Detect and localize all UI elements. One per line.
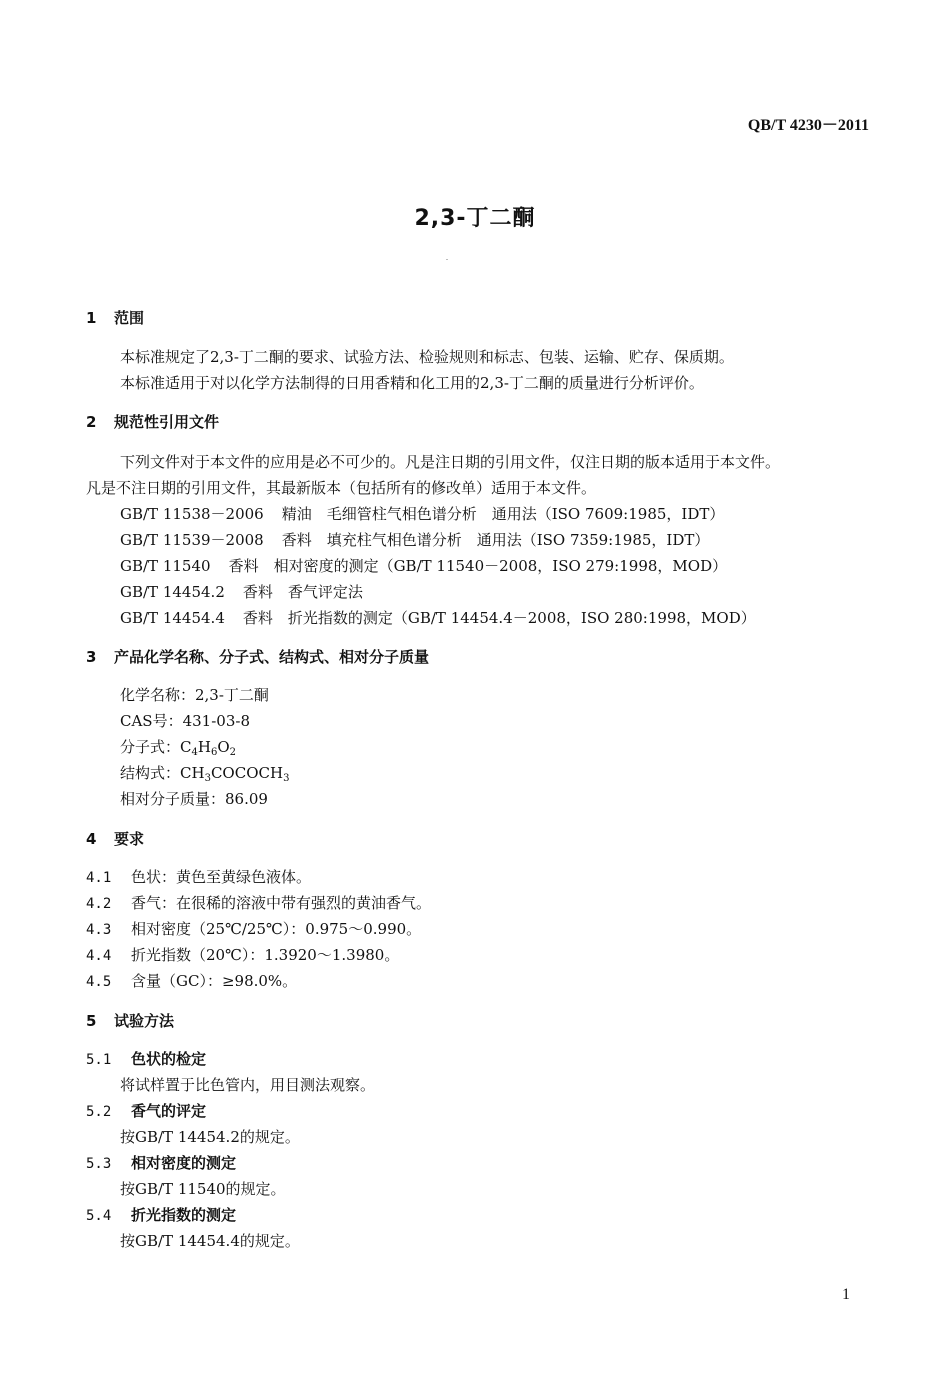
subsection-body: 按GB/T 14454.2的规定。 xyxy=(120,1128,300,1146)
requirement-item: 4.5 含量（GC）：≥98.0%。 xyxy=(86,972,298,990)
molecular-mass: 相对分子质量：86.09 xyxy=(120,790,268,808)
section-1-line-2: 本标准适用于对以化学方法制得的日用香精和化工用的2,3-丁二酮的质量进行分析评价。 xyxy=(120,374,704,392)
subsection-body: 按GB/T 11540的规定。 xyxy=(120,1180,286,1198)
subsection-heading: 5.2 香气的评定 xyxy=(86,1102,207,1120)
reference-item: GB/T 14454.4 香料 折光指数的测定（GB/T 14454.4－2008，ISO 280:1998，MOD） xyxy=(120,609,756,627)
subsection-body: 按GB/T 14454.4的规定。 xyxy=(120,1232,300,1250)
requirement-item: 4.4 折光指数（20℃）：1.3920～1.3980。 xyxy=(86,946,400,964)
page-number: 1 xyxy=(842,1286,850,1303)
scan-speck xyxy=(446,259,448,260)
chemical-name: 化学名称：2,3-丁二酮 xyxy=(120,686,269,704)
reference-item: GB/T 11540 香料 相对密度的测定（GB/T 11540－2008，ISO 279:1998，MOD） xyxy=(120,557,728,575)
section-1-line-1: 本标准规定了2,3-丁二酮的要求、试验方法、检验规则和标志、包装、运输、贮存、保质期。 xyxy=(120,348,734,366)
subsection-heading: 5.4 折光指数的测定 xyxy=(86,1206,237,1224)
page-title: 2,3-丁二酮 xyxy=(414,206,536,231)
structural-formula: 结构式：$CH_3COCOCH_3$ xyxy=(120,764,290,784)
reference-item: GB/T 14454.2 香料 香气评定法 xyxy=(120,583,363,601)
reference-item: GB/T 11539－2008 香料 填充柱气相色谱分析 通用法（ISO 7359:1985，IDT） xyxy=(120,531,710,549)
requirement-item: 4.1 色状：黄色至黄绿色液体。 xyxy=(86,868,312,886)
subsection-heading: 5.1 色状的检定 xyxy=(86,1050,207,1068)
section-1-heading: 1 范围 xyxy=(86,309,145,327)
section-2-intro-line-2: 凡是不注日期的引用文件，其最新版本（包括所有的修改单）适用于本文件。 xyxy=(86,479,597,497)
section-3-heading: 3 产品化学名称、分子式、结构式、相对分子质量 xyxy=(86,648,430,666)
requirement-item: 4.2 香气：在很稀的溶液中带有强烈的黄油香气。 xyxy=(86,894,432,912)
cas-number: CAS号：431-03-8 xyxy=(120,712,250,730)
section-2-intro-line-1: 下列文件对于本文件的应用是必不可少的。凡是注日期的引用文件，仅注日期的版本适用于本文件。 xyxy=(120,453,781,471)
molecular-formula: 分子式：$C_4H_6O_2$ xyxy=(120,738,237,758)
subsection-body: 将试样置于比色管内，用目测法观察。 xyxy=(120,1076,376,1094)
reference-item: GB/T 11538－2006 精油 毛细管柱气相色谱分析 通用法（ISO 7609:1985，IDT） xyxy=(120,505,725,523)
subsection-heading: 5.3 相对密度的测定 xyxy=(86,1154,237,1172)
requirement-item: 4.3 相对密度（25℃/25℃）：0.975～0.990。 xyxy=(86,920,422,938)
section-2-heading: 2 规范性引用文件 xyxy=(86,413,220,431)
section-5-heading: 5 试验方法 xyxy=(86,1012,175,1030)
section-4-heading: 4 要求 xyxy=(86,830,145,848)
document-code: QB/T 4230－2011 xyxy=(747,117,869,134)
